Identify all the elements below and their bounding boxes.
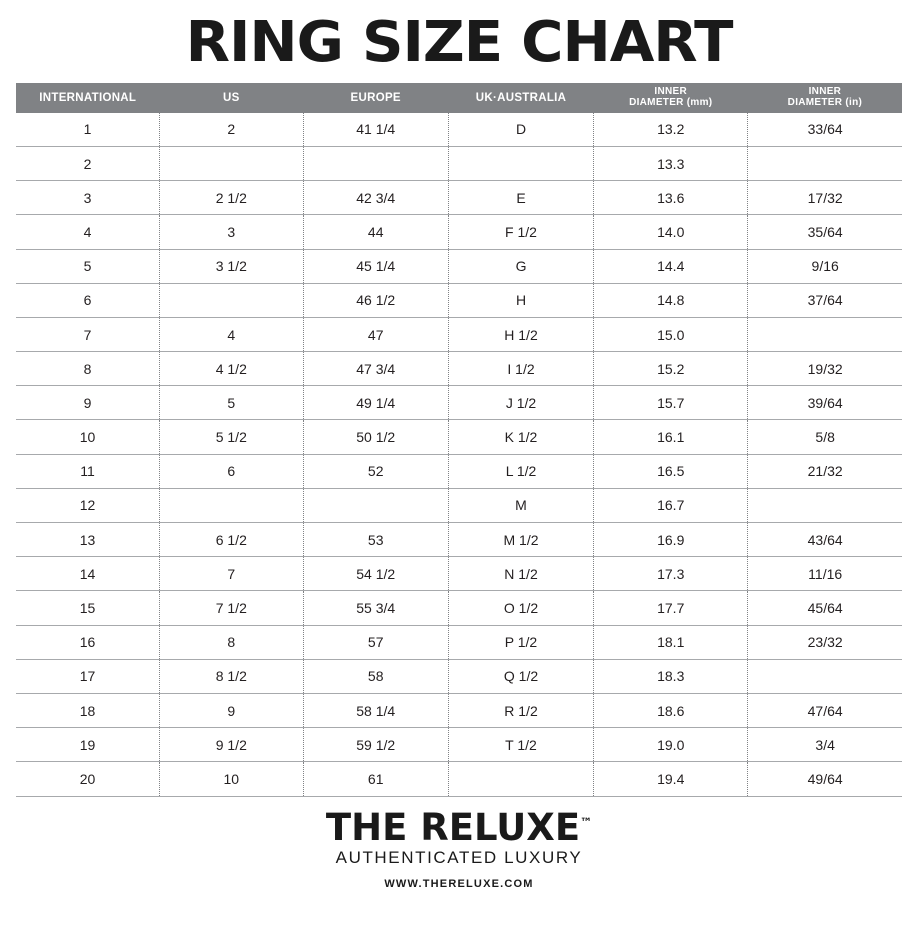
cell-us: 4 1/2 [160,352,304,386]
cell-inner-diameter-mm: 16.9 [594,523,748,557]
cell-inner-diameter-mm: 15.2 [594,352,748,386]
cell-international: 1 [16,113,160,147]
cell-inner-diameter-in: 35/64 [748,215,902,249]
cell-inner-diameter-mm: 15.7 [594,386,748,420]
cell-inner-diameter-in: 21/32 [748,454,902,488]
table-row [16,420,902,454]
cell-inner-diameter-mm: 16.5 [594,454,748,488]
cell-inner-diameter-mm: 15.0 [594,317,748,351]
table-row [16,557,902,591]
cell-europe: 57 [303,625,448,659]
table-row [16,625,902,659]
cell-inner-diameter-in: 3/4 [748,728,902,762]
cell-europe: 44 [303,215,448,249]
cell-uk-australia: N 1/2 [448,557,593,591]
cell-uk-australia: L 1/2 [448,454,593,488]
cell-inner-diameter-in: 49/64 [748,762,902,796]
cell-international: 18 [16,693,160,727]
cell-inner-diameter-mm: 18.1 [594,625,748,659]
cell-uk-australia [448,146,593,180]
cell-inner-diameter-in: 45/64 [748,591,902,625]
column-header-inner-diameter-mm [594,83,748,113]
cell-us [160,283,304,317]
cell-us: 8 [160,625,304,659]
cell-europe: 52 [303,454,448,488]
cell-international: 16 [16,625,160,659]
cell-us: 9 [160,693,304,727]
cell-international: 8 [16,352,160,386]
cell-international: 15 [16,591,160,625]
table-row [16,762,902,796]
table-row [16,215,902,249]
cell-international: 7 [16,317,160,351]
cell-us: 2 [160,113,304,147]
cell-inner-diameter-in: 9/16 [748,249,902,283]
cell-inner-diameter-mm: 17.3 [594,557,748,591]
cell-inner-diameter-in: 39/64 [748,386,902,420]
cell-inner-diameter-mm: 14.8 [594,283,748,317]
cell-uk-australia: E [448,181,593,215]
cell-inner-diameter-in: 23/32 [748,625,902,659]
brand-name-text: THE RELUXE [325,805,581,849]
column-header-international: INTERNATIONAL [16,83,160,113]
ring-size-chart-page [0,10,918,932]
cell-us: 9 1/2 [160,728,304,762]
cell-europe: 46 1/2 [303,283,448,317]
cell-inner-diameter-mm: 13.2 [594,113,748,147]
cell-inner-diameter-in: 5/8 [748,420,902,454]
table-row [16,693,902,727]
cell-inner-diameter-mm: 14.4 [594,249,748,283]
table-header-row [16,83,902,113]
cell-inner-diameter-mm: 13.3 [594,146,748,180]
table-row [16,317,902,351]
trademark-symbol: ™ [580,815,593,830]
cell-europe: 42 3/4 [303,181,448,215]
cell-inner-diameter-mm: 14.0 [594,215,748,249]
column-header-europe: EUROPE [303,83,448,113]
cell-inner-diameter-mm: 19.0 [594,728,748,762]
cell-international: 6 [16,283,160,317]
cell-us: 3 1/2 [160,249,304,283]
cell-us: 8 1/2 [160,659,304,693]
column-header-inner-diameter-in [748,83,902,113]
cell-uk-australia: I 1/2 [448,352,593,386]
cell-europe: 55 3/4 [303,591,448,625]
cell-europe: 59 1/2 [303,728,448,762]
cell-inner-diameter-in [748,146,902,180]
cell-europe: 53 [303,523,448,557]
cell-europe: 41 1/4 [303,113,448,147]
cell-uk-australia: D [448,113,593,147]
table-row [16,113,902,147]
column-header-uk-australia: UK·AUSTRALIA [448,83,593,113]
cell-us [160,146,304,180]
cell-us: 2 1/2 [160,181,304,215]
column-header-inner-diameter-mm-line2: DIAMETER (mm) [629,96,713,108]
cell-international: 3 [16,181,160,215]
table-row [16,249,902,283]
ring-size-table [16,83,902,797]
cell-international: 5 [16,249,160,283]
cell-us: 7 [160,557,304,591]
cell-inner-diameter-mm: 17.7 [594,591,748,625]
footer [0,805,918,890]
table-row [16,591,902,625]
cell-uk-australia: Q 1/2 [448,659,593,693]
cell-inner-diameter-mm: 13.6 [594,181,748,215]
cell-europe: 45 1/4 [303,249,448,283]
cell-us: 10 [160,762,304,796]
cell-inner-diameter-in [748,659,902,693]
column-header-inner-diameter-in-line2: DIAMETER (in) [787,96,863,108]
cell-international: 19 [16,728,160,762]
brand-name [325,805,593,849]
cell-uk-australia: T 1/2 [448,728,593,762]
cell-international: 13 [16,523,160,557]
cell-uk-australia: M 1/2 [448,523,593,557]
cell-uk-australia: K 1/2 [448,420,593,454]
cell-uk-australia: R 1/2 [448,693,593,727]
cell-international: 10 [16,420,160,454]
cell-europe [303,488,448,522]
column-header-us: US [160,83,304,113]
brand-website: WWW.THERELUXE.COM [384,877,534,890]
column-header-inner-diameter-mm-line1: INNER [654,86,688,98]
cell-international: 9 [16,386,160,420]
cell-inner-diameter-in: 17/32 [748,181,902,215]
cell-inner-diameter-mm: 19.4 [594,762,748,796]
cell-europe: 50 1/2 [303,420,448,454]
cell-uk-australia [448,762,593,796]
cell-inner-diameter-in: 43/64 [748,523,902,557]
cell-international: 20 [16,762,160,796]
cell-inner-diameter-mm: 18.6 [594,693,748,727]
cell-international: 17 [16,659,160,693]
cell-uk-australia: H [448,283,593,317]
table-row [16,659,902,693]
table-row [16,181,902,215]
cell-inner-diameter-mm: 16.7 [594,488,748,522]
cell-uk-australia: H 1/2 [448,317,593,351]
cell-us [160,488,304,522]
table-row [16,352,902,386]
cell-us: 6 1/2 [160,523,304,557]
cell-us: 5 [160,386,304,420]
cell-europe: 47 3/4 [303,352,448,386]
cell-us: 6 [160,454,304,488]
cell-inner-diameter-in [748,317,902,351]
cell-europe: 49 1/4 [303,386,448,420]
cell-europe: 58 [303,659,448,693]
cell-us: 3 [160,215,304,249]
brand-tagline: AUTHENTICATED LUXURY [335,847,583,867]
table-header [16,83,902,113]
table-row [16,523,902,557]
cell-inner-diameter-in: 11/16 [748,557,902,591]
cell-international: 4 [16,215,160,249]
cell-us: 4 [160,317,304,351]
cell-international: 14 [16,557,160,591]
table-row [16,454,902,488]
cell-uk-australia: M [448,488,593,522]
table-row [16,488,902,522]
cell-europe: 61 [303,762,448,796]
cell-uk-australia: J 1/2 [448,386,593,420]
cell-uk-australia: O 1/2 [448,591,593,625]
cell-international: 11 [16,454,160,488]
cell-inner-diameter-in: 47/64 [748,693,902,727]
cell-international: 12 [16,488,160,522]
table-body [16,113,902,796]
page-title: RING SIZE CHART [185,10,733,75]
table-row [16,146,902,180]
cell-europe: 47 [303,317,448,351]
cell-europe: 58 1/4 [303,693,448,727]
cell-us: 5 1/2 [160,420,304,454]
cell-inner-diameter-mm: 18.3 [594,659,748,693]
cell-international: 2 [16,146,160,180]
cell-inner-diameter-in: 19/32 [748,352,902,386]
cell-inner-diameter-mm: 16.1 [594,420,748,454]
cell-uk-australia: P 1/2 [448,625,593,659]
cell-inner-diameter-in: 37/64 [748,283,902,317]
cell-inner-diameter-in: 33/64 [748,113,902,147]
cell-uk-australia: G [448,249,593,283]
cell-europe [303,146,448,180]
cell-uk-australia: F 1/2 [448,215,593,249]
table-row [16,283,902,317]
column-header-inner-diameter-in-line1: INNER [808,86,842,98]
table-row [16,728,902,762]
cell-us: 7 1/2 [160,591,304,625]
table-row [16,386,902,420]
cell-europe: 54 1/2 [303,557,448,591]
cell-inner-diameter-in [748,488,902,522]
